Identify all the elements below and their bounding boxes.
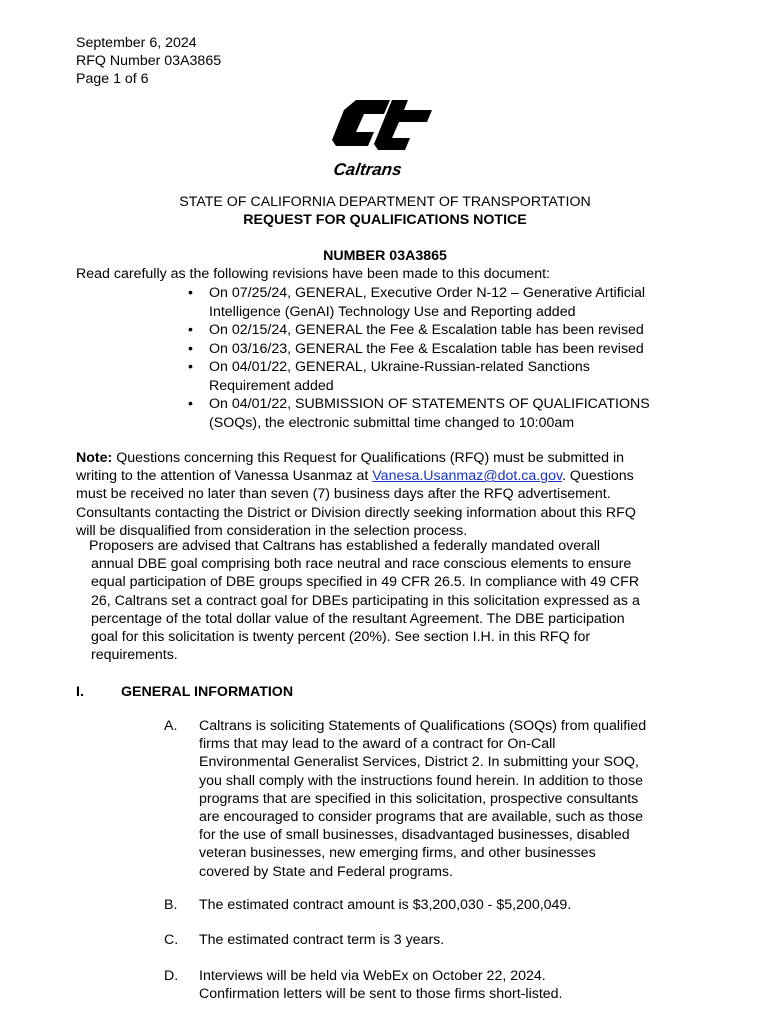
item-line: Caltrans is soliciting Statements of Qualifications (SOQs) from qualified — [199, 718, 647, 734]
bullet-icon: • — [188, 359, 193, 375]
agency-name: STATE OF CALIFORNIA DEPARTMENT OF TRANSPORTATION — [179, 194, 591, 210]
revision-line: On 03/16/23, GENERAL the Fee & Escalation table has been revised — [209, 340, 644, 357]
dbe-line-7: requirements. — [91, 647, 178, 664]
dbe-line-5: percentage of the total dollar value of the resultant Agreement. The DBE participation — [91, 610, 625, 627]
dbe-line-2: annual DBE goal comprising both race neutral and race conscious elements to ensure — [91, 556, 632, 573]
note-line-4: Consultants contacting the District or Division directly seeking information about this RFQ — [76, 504, 636, 521]
item-letter: A. — [164, 718, 178, 734]
revision-line: Intelligence (GenAI) Technology Use and Reporting added — [209, 303, 576, 320]
item-line: covered by State and Federal programs. — [199, 863, 453, 880]
revision-line: Requirement added — [209, 377, 334, 394]
section-1-title: GENERAL INFORMATION — [121, 684, 294, 700]
bullet-icon: • — [188, 396, 193, 412]
item-line: programs that are specified in this solicitation, prospective consultants — [199, 790, 639, 807]
item-body — [199, 896, 571, 914]
revision-item — [188, 284, 688, 321]
section-1-number: I. — [76, 684, 84, 700]
note-line-3: must be received no later than seven (7) business days after the RFQ advertisement. — [76, 486, 611, 503]
notice-number: NUMBER 03A3865 — [323, 248, 447, 264]
item-line: Interviews will be held via WebEx on October 22, 2024. — [199, 968, 546, 984]
item-letter: D. — [164, 968, 179, 984]
document-header — [76, 34, 221, 88]
note-paragraph — [76, 449, 636, 540]
revision-item — [188, 358, 688, 395]
header-date: September 6, 2024 — [76, 35, 197, 51]
dbe-paragraph — [89, 537, 640, 664]
item-letter: B. — [164, 897, 178, 913]
revision-line: On 07/25/24, GENERAL, Executive Order N-12 – Generative Artificial — [209, 285, 646, 301]
item-line: firms that may lead to the award of a contract for On-Call — [199, 736, 556, 753]
notice-title: REQUEST FOR QUALIFICATIONS NOTICE — [243, 212, 527, 228]
bullet-icon: • — [188, 322, 193, 338]
revision-item — [188, 321, 688, 340]
revision-line: On 02/15/24, GENERAL the Fee & Escalation table has been revised — [209, 322, 644, 338]
note-label: Note: — [76, 450, 113, 466]
revision-line: (SOQs), the electronic submittal time changed to 10:00am — [209, 414, 575, 431]
revision-item — [188, 395, 688, 432]
item-letter: C. — [164, 932, 179, 948]
revision-line: On 04/01/22, SUBMISSION OF STATEMENTS OF QUALIFICATIONS — [209, 396, 650, 412]
item-line: The estimated contract amount is $3,200,030 - $5,200,049. — [199, 897, 572, 913]
note-line-2-pre: writing to the attention of Vanessa Usanmaz at — [76, 468, 373, 485]
caltrans-wordmark: Caltrans — [332, 160, 404, 179]
header-page-number: Page 1 of 6 — [76, 71, 149, 87]
bullet-icon: • — [188, 340, 193, 357]
caltrans-logo — [326, 96, 438, 180]
revisions-list — [188, 284, 688, 432]
note-line-5: will be disqualified from consideration in the selection process. — [76, 522, 468, 539]
item-line: Confirmation letters will be sent to those firms short-listed. — [199, 986, 563, 1003]
dbe-line-1: Proposers are advised that Caltrans has established a federally mandated overall — [89, 538, 601, 554]
item-line: you shall comply with the instructions found herein. In addition to those — [199, 772, 644, 789]
dbe-line-4: 26, Caltrans set a contract goal for DBEs participating in this solicitation expressed as a — [91, 592, 640, 609]
item-line: The estimated contract term is 3 years. — [199, 932, 445, 948]
note-line-1: Questions concerning this Request for Qualifications (RFQ) must be submitted in — [112, 450, 625, 466]
item-body — [199, 931, 444, 949]
revisions-intro: Read carefully as the following revisions have been made to this document: — [76, 266, 550, 282]
header-rfq-number: RFQ Number 03A3865 — [76, 53, 222, 69]
dbe-line-3: equal participation of DBE groups specified in 49 CFR 26.5. In compliance with 49 CFR — [91, 574, 640, 591]
item-body — [199, 717, 646, 881]
item-line: are encouraged to consider programs that are available, such as those — [199, 809, 644, 826]
item-line: for the use of small businesses, disadvantaged businesses, disabled — [199, 827, 630, 844]
revision-item — [188, 340, 688, 359]
item-line: Environmental Generalist Services, District 2. In submitting your SOQ, — [199, 754, 639, 771]
revision-line: On 04/01/22, GENERAL, Ukraine-Russian-related Sanctions — [209, 359, 590, 375]
caltrans-logo-mark — [326, 96, 438, 180]
item-line: veteran businesses, new emerging firms, and other businesses — [199, 845, 596, 862]
item-body — [199, 967, 563, 1003]
dbe-line-6: goal for this solicitation is twenty percent (20%). See section I.H. in this RFQ for — [91, 629, 591, 646]
note-line-2-post: . Questions — [562, 468, 634, 485]
bullet-icon: • — [188, 285, 193, 301]
contact-email-link[interactable]: Vanesa.Usanmaz@dot.ca.gov — [372, 468, 563, 485]
